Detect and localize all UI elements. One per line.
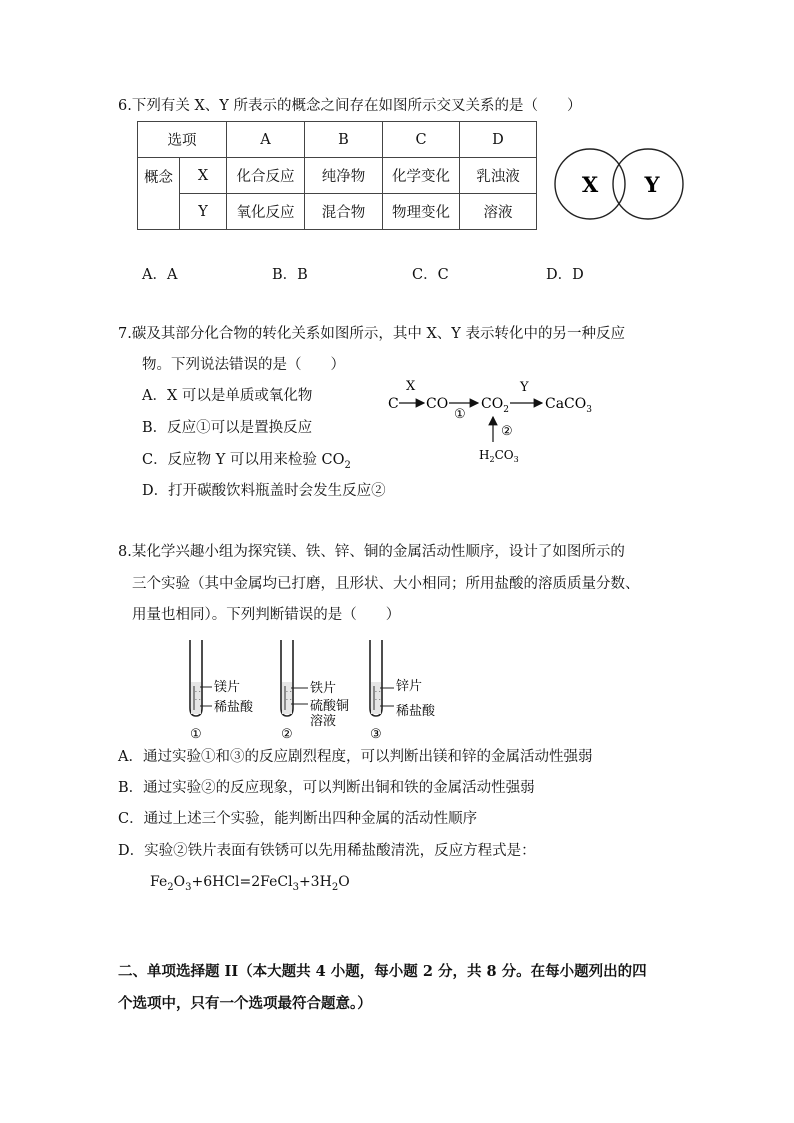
q8-option-c[interactable]: C．通过上述三个实验，能判断出四种金属的活动性顺序 <box>118 811 478 827</box>
tube-3-liquid-label: 稀盐酸 <box>396 704 436 719</box>
q8-option-d[interactable]: D．实验②铁片表面有铁锈可以先用稀盐酸清洗，反应方程式是： <box>118 843 536 859</box>
tube-2-liquid-label-2: 溶液 <box>310 714 337 729</box>
diagram-caco3: CaCO$_3$ <box>545 396 592 415</box>
diagram-co2: $CO_2$ <box>481 396 509 415</box>
q8-option-a[interactable]: A．通过实验①和③的反应剧烈程度，可以判断出镁和锌的金属活动性强弱 <box>118 749 593 765</box>
svg-text:· ·: · · <box>286 697 292 704</box>
subscript: 3 <box>185 881 192 893</box>
table-cell: 纯净物 <box>305 158 383 194</box>
equation-part: O <box>338 874 350 890</box>
tube-1-number: ① <box>190 727 202 742</box>
diagram-x: X <box>406 379 416 394</box>
tube-3-number: ③ <box>370 727 382 742</box>
venn-label-y: Y <box>644 172 660 197</box>
table-row-label: 概念 <box>138 158 180 230</box>
q8-equation <box>150 872 350 898</box>
test-tube-3 <box>370 640 436 742</box>
subscript: 2 <box>167 881 174 893</box>
table-cell: 溶液 <box>460 194 537 230</box>
q7-option-a[interactable]: A．X 可以是单质或氧化物 <box>142 388 313 404</box>
tube-2-metal-label: 铁片 <box>310 681 337 696</box>
table-cell: 混合物 <box>305 194 383 230</box>
svg-text:· ·: · · <box>195 697 201 704</box>
table-cell: 氧化反应 <box>227 194 305 230</box>
equation-part: +6HCl=2FeCl <box>191 874 293 890</box>
table-header-cell: D <box>460 122 537 158</box>
table-header-cell: C <box>383 122 460 158</box>
diagram-co: CO <box>426 396 449 412</box>
equation-part: O <box>173 874 186 890</box>
q7-stem-line1: 7.碳及其部分化合物的转化关系如图所示，其中 X、Y 表示转化中的另一种反应 <box>118 326 625 342</box>
svg-text:· ·: · · <box>195 689 201 696</box>
tube-1-metal-label: 镁片 <box>214 680 241 695</box>
q7-option-c-text: C．反应物 Y 可以用来检验 CO <box>142 452 345 468</box>
tube-2-liquid-label: 硫酸铜 <box>310 699 350 714</box>
diagram-reaction-2: ② <box>501 424 513 439</box>
carbon-conversion-diagram <box>386 376 606 468</box>
subscript: 2 <box>344 459 351 471</box>
table-cell: Y <box>180 194 227 230</box>
diagram-h2co3: $H_2CO_3$ <box>479 448 519 464</box>
subscript: 3 <box>292 881 299 893</box>
venn-label-x: X <box>581 172 599 197</box>
section-2-heading-line1: 二、单项选择题 II（本大题共 4 小题，每小题 2 分，共 8 分。在每小题列出的四 <box>118 963 647 980</box>
q6-option-c[interactable]: C．C <box>412 267 449 283</box>
table-cell: 化合反应 <box>227 158 305 194</box>
tube-1-liquid-label: 稀盐酸 <box>214 700 254 715</box>
q6-option-d[interactable]: D．D <box>546 267 584 283</box>
q7-option-b[interactable]: B．反应①可以是置换反应 <box>142 420 313 436</box>
svg-text:· ·: · · <box>286 689 292 696</box>
q6-option-b[interactable]: B．B <box>272 267 308 283</box>
table-header-cell: B <box>305 122 383 158</box>
q6-concept-table <box>137 121 537 230</box>
tube-2-number: ② <box>281 727 293 742</box>
q6-stem: 6.下列有关 X、Y 所表示的概念之间存在如图所示交叉关系的是（ ） <box>118 98 582 114</box>
diagram-y: Y <box>520 380 529 395</box>
q8-stem-line3: 用量也相同）。下列判断错误的是（ ） <box>132 607 401 623</box>
venn-diagram <box>552 146 688 222</box>
q7-option-c[interactable] <box>142 450 351 476</box>
q7-option-d[interactable]: D．打开碳酸饮料瓶盖时会发生反应② <box>142 483 386 499</box>
section-2-heading-line2: 个选项中，只有一个选项最符合题意。） <box>118 995 372 1012</box>
q6-option-a[interactable]: A．A <box>142 267 178 283</box>
tube-3-metal-label: 锌片 <box>396 679 423 694</box>
test-tube-2 <box>281 640 349 742</box>
diagram-c: C <box>388 396 399 412</box>
equation-part: Fe <box>150 874 168 890</box>
test-tube-1 <box>190 640 254 742</box>
subscript: 2 <box>331 881 339 893</box>
diagram-reaction-1: ① <box>454 407 466 422</box>
equation-part: +3H <box>298 874 332 890</box>
test-tube-experiments <box>180 638 460 744</box>
q8-option-b[interactable]: B．通过实验②的反应现象，可以判断出铜和铁的金属活动性强弱 <box>118 780 535 796</box>
table-cell: 化学变化 <box>383 158 460 194</box>
q8-stem-line1: 8.某化学兴趣小组为探究镁、铁、锌、铜的金属活动性顺序，设计了如图所示的 <box>118 544 625 560</box>
table-cell: X <box>180 158 227 194</box>
table-cell: 物理变化 <box>383 194 460 230</box>
table-cell: 乳浊液 <box>460 158 537 194</box>
svg-text:· ·: · · <box>375 689 381 696</box>
table-header-cell: A <box>227 122 305 158</box>
q7-stem-line2: 物。下列说法错误的是（ ） <box>142 357 345 373</box>
q8-stem-line2: 三个实验（其中金属均已打磨，且形状、大小相同；所用盐酸的溶质质量分数、 <box>132 576 640 592</box>
svg-text:· ·: · · <box>375 697 381 704</box>
table-header-cell: 选项 <box>138 122 227 158</box>
